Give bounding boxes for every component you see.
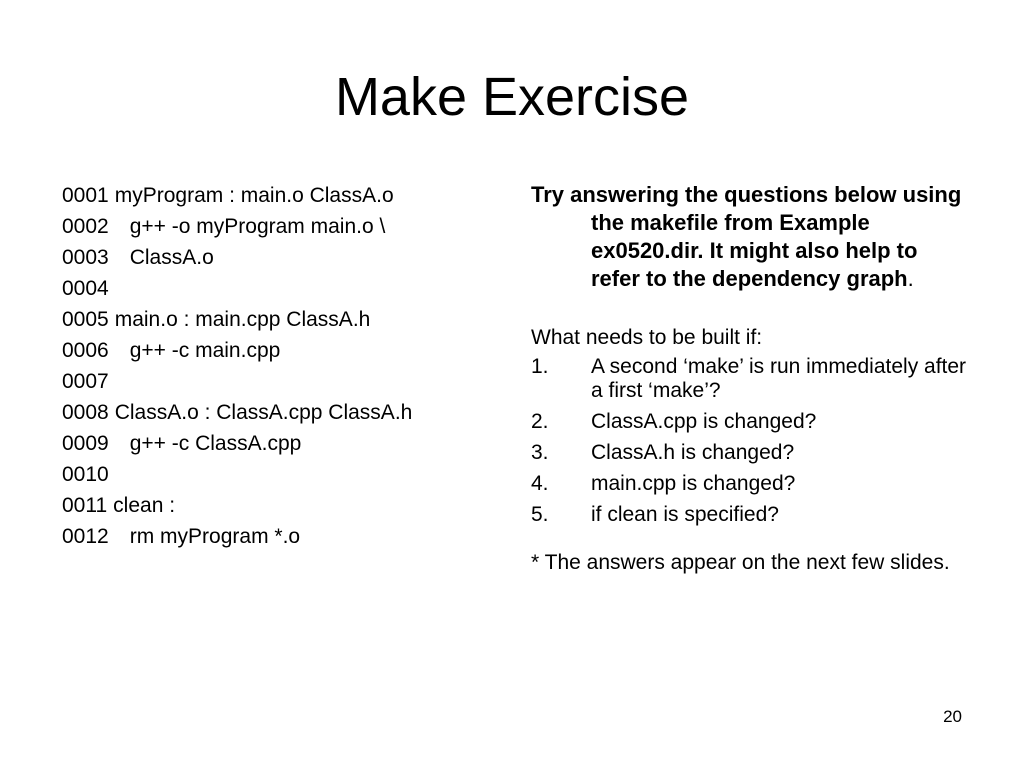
line-text: g++ -c main.cpp	[129, 339, 281, 362]
line-number: 0001	[62, 184, 109, 207]
question-item	[531, 441, 971, 465]
line-number: 0011	[62, 494, 108, 517]
code-line	[62, 459, 512, 490]
code-line	[62, 397, 512, 428]
question-item	[531, 503, 971, 527]
question-item	[531, 472, 971, 496]
slide-page-number: 20	[943, 707, 962, 726]
question-text: ClassA.cpp is changed?	[591, 410, 817, 433]
exercise-instructions	[531, 181, 971, 575]
line-number: 0002	[62, 215, 109, 238]
makefile-code-listing	[62, 180, 512, 552]
line-text: rm myProgram *.o	[129, 525, 301, 548]
intro-text: Try answering the questions below using the makefile from Example ex0520.dir. It might also help to refer to the dependency graph	[531, 182, 962, 291]
line-text: g++ -c ClassA.cpp	[129, 432, 302, 455]
code-line	[62, 335, 512, 366]
question-text: ClassA.h is changed?	[591, 441, 795, 464]
line-number: 0005	[62, 308, 109, 331]
question-item	[531, 355, 971, 403]
question-text: A second ‘make’ is run immediately after a first ‘make’?	[591, 355, 967, 402]
code-line	[62, 366, 512, 397]
questions-heading: What needs to be built if:	[531, 326, 763, 349]
question-list	[531, 355, 971, 527]
question-number: 4.	[531, 472, 549, 495]
question-text: main.cpp is changed?	[591, 472, 796, 495]
question-number: 2.	[531, 410, 549, 433]
code-line	[62, 273, 512, 304]
code-line	[62, 211, 512, 242]
line-number: 0006	[62, 339, 109, 362]
line-number: 0010	[62, 463, 109, 486]
code-line	[62, 490, 512, 521]
code-line	[62, 521, 512, 552]
question-number: 1.	[531, 355, 549, 378]
question-number: 3.	[531, 441, 549, 464]
intro-paragraph	[531, 181, 971, 293]
code-line	[62, 180, 512, 211]
line-number: 0012	[62, 525, 109, 548]
line-text: g++ -o myProgram main.o \	[129, 215, 386, 238]
question-item	[531, 410, 971, 434]
line-text: myProgram : main.o ClassA.o	[114, 184, 394, 207]
question-text: if clean is specified?	[591, 503, 779, 526]
slide-title: Make Exercise	[334, 67, 690, 127]
intro-period: .	[907, 266, 914, 291]
code-line	[62, 428, 512, 459]
line-number: 0003	[62, 246, 109, 269]
line-number: 0008	[62, 401, 109, 424]
code-line	[62, 242, 512, 273]
answers-footnote: * The answers appear on the next few slides.	[531, 551, 950, 574]
line-text: clean :	[113, 494, 176, 517]
code-line	[62, 304, 512, 335]
line-number: 0004	[62, 277, 109, 300]
line-number: 0007	[62, 370, 109, 393]
line-text: main.o : main.cpp ClassA.h	[114, 308, 371, 331]
question-number: 5.	[531, 503, 549, 526]
line-number: 0009	[62, 432, 109, 455]
line-text: ClassA.o	[129, 246, 214, 269]
line-text: ClassA.o : ClassA.cpp ClassA.h	[114, 401, 413, 424]
